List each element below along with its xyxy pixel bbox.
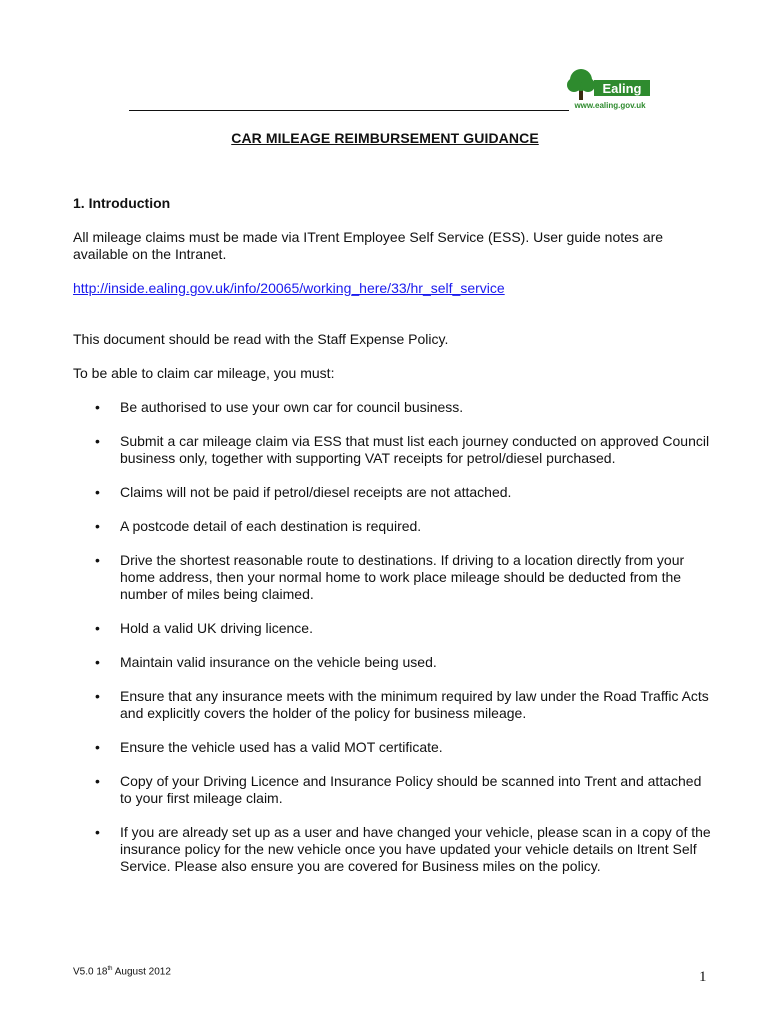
list-item [73,620,713,637]
bullet-icon: • [95,688,100,704]
logo-wordmark: Ealing [602,81,642,96]
bullet-icon: • [95,620,100,636]
ealing-logo [566,66,654,112]
list-item [73,688,713,722]
list-item [73,484,713,501]
list-item [73,824,713,875]
date-suffix: th [107,966,113,972]
bullet-icon: • [95,824,100,840]
list-item-text: Drive the shortest reasonable route to destinations. If driving to a location directly from your home address, then your normal home to work place mileage should be deducted from the number of miles being claimed. [120,552,685,602]
bullet-icon: • [95,654,100,670]
page-number: 1 [699,969,707,985]
list-item-text: Ensure that any insurance meets with the minimum required by law under the Road Traffic Acts and explicitly covers the holder of the policy for business mileage. [120,688,709,721]
bullet-icon: • [95,739,100,755]
bullet-icon: • [95,399,100,415]
list-item [73,433,713,467]
document-body [73,195,713,892]
list-item [73,552,713,603]
bullet-icon: • [95,433,100,449]
list-item-text: Be authorised to use your own car for council business. [120,399,464,415]
policy-note: This document should be read with the Staff Expense Policy. [73,331,449,347]
list-item [73,739,713,756]
hr-self-service-link[interactable]: http://inside.ealing.gov.uk/info/20065/working_here/33/hr_self_service [73,280,505,296]
requirements-list [73,399,713,875]
list-item-text: Hold a valid UK driving licence. [120,620,313,636]
list-item [73,654,713,671]
list-intro: To be able to claim car mileage, you must: [73,365,335,381]
intro-paragraph: All mileage claims must be made via ITrent Employee Self Service (ESS). User guide notes are available on the Intranet. [73,229,664,262]
list-item-text: Maintain valid insurance on the vehicle being used. [120,654,437,670]
header-rule [129,110,569,111]
spacer [73,314,713,331]
list-item-text: If you are already set up as a user and have changed your vehicle, please scan in a copy of the insurance policy for the new vehicle once you have updated your vehicle details on Itrent Self Service. Please also ensure you are covered for Business miles on the policy. [120,824,711,874]
list-item [73,399,713,416]
list-item-text: A postcode detail of each destination is required. [120,518,422,534]
document-title: CAR MILEAGE REIMBURSEMENT GUIDANCE [231,130,539,146]
list-item-text: Copy of your Driving Licence and Insurance Policy should be scanned into Trent and attached to your first mileage claim. [120,773,702,806]
bullet-icon: • [95,552,100,568]
tree-icon [566,66,654,112]
version-text: V5.0 18 [73,966,108,978]
logo-url: www.ealing.gov.uk [574,101,646,110]
bullet-icon: • [95,484,100,500]
list-item-text: Submit a car mileage claim via ESS that must list each journey conducted on approved Council business only, together with supporting VAT receipts for petrol/diesel purchased. [120,433,710,466]
footer-version [73,966,171,977]
date-text: August 2012 [112,966,171,978]
section-heading-introduction: 1. Introduction [73,195,171,211]
bullet-icon: • [95,773,100,789]
list-item-text: Claims will not be paid if petrol/diesel receipts are not attached. [120,484,512,500]
list-item-text: Ensure the vehicle used has a valid MOT certificate. [120,739,443,755]
list-item [73,518,713,535]
list-item [73,773,713,807]
bullet-icon: • [95,518,100,534]
